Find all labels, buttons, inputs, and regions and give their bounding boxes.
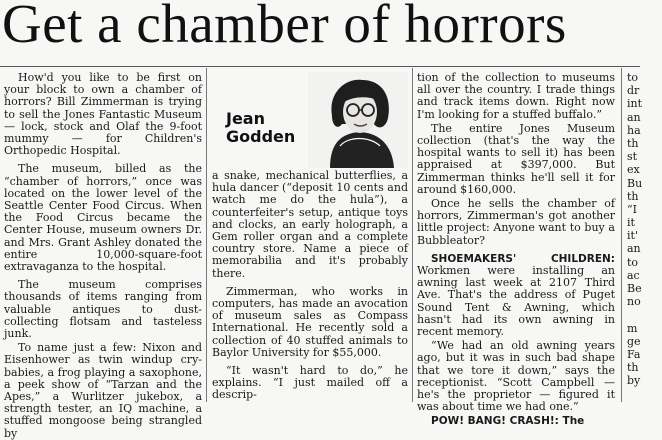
col4-fragment: it <box>627 216 635 230</box>
col4-fragment: ac <box>627 268 640 282</box>
col4-fragment: by <box>627 374 641 388</box>
col2-paragraph: “It wasn't hard to do,” he explains. “I just mailed off a descrip- <box>212 364 408 402</box>
col4-fragment: an <box>627 110 641 124</box>
col3-paragraph: tion of the collection to museums all over the country. I trade things and track items down. Right now I'm looking for a stuffed buffalo.” <box>417 71 615 121</box>
col2-paragraph: a snake, mechanical butterflies, a hula dancer (“deposit 10 cents and watch me do the hula”), a counterfeiter's setup, antique toys and clocks, an early holograph, a Gem roller organ and a complete country store. Name a piece of memorabilia and it's probably there. <box>212 169 408 280</box>
col4-fragment: th <box>627 136 639 150</box>
col4-fragment <box>627 309 640 322</box>
col4-fragment: ha <box>627 123 641 137</box>
col4-fragment: st <box>627 150 638 164</box>
column-divider <box>412 68 413 402</box>
col4-fragment: ex <box>627 163 640 177</box>
section-subhead: SHOEMAKERS' CHILDREN: <box>431 252 615 265</box>
col4-fragment: int <box>627 97 643 111</box>
col4-fragment: “I <box>627 202 637 216</box>
column-1 <box>4 71 202 440</box>
column-2 <box>212 170 408 402</box>
col4-fragment: no <box>627 295 641 309</box>
byline-box <box>212 72 408 168</box>
col4-fragment: ge <box>627 334 641 348</box>
column-4-fragments <box>627 71 643 402</box>
col4-fragment: th <box>627 189 639 203</box>
columnist-portrait-icon <box>308 72 408 168</box>
col1-paragraph: How'd you like to be first on your block to own a chamber of horrors? Bill Zimmerman is trying to sell the Jones Fantastic Museum — lock, stock and Olaf the 9-foot mummy — for Children's Orthopedic Hospital. <box>4 71 202 158</box>
col3-paragraph: “We had an old awning years ago, but it was in such bad shape that we tore it down,” says the receptionist. “Scott Campbell — he's the proprietor — figured it was about time we had one.” <box>417 339 615 414</box>
col3-section-paragraph <box>417 253 615 338</box>
col4-fragment: dr <box>627 84 640 98</box>
byline-last-name: Godden <box>226 127 296 146</box>
col3-paragraph: Once he sells the chamber of horrors, Zimmerman's got another little project: Anyone want to buy a Bubbleator? <box>417 197 615 247</box>
column-divider <box>206 68 207 402</box>
headline: Get a chamber of horrors <box>2 0 567 54</box>
column-divider <box>621 68 622 402</box>
col4-fragment: it' <box>627 229 638 243</box>
col3-next-subhead: POW! BANG! CRASH!: The <box>431 415 585 428</box>
col2-paragraph: Zimmerman, who works in computers, has made an avocation of museum sales as Compass International. He recently sold a collection of 40 stuffed animals to Baylor University for $55,000. <box>212 284 408 359</box>
byline-name <box>226 110 295 146</box>
col4-fragment: Bu <box>627 176 643 190</box>
byline-first-name: Jean <box>226 109 265 128</box>
col4-fragment: m <box>627 321 638 335</box>
col1-paragraph: To name just a few: Nixon and Eisenhower as twin windup cry-babies, a frog playing a saxophone, a peek show of “Tarzan and the Apes,” a Wurlitzer jukebox, a strength tester, an IQ machine, a stuffed mongoose being strangled by <box>4 341 202 440</box>
col4-fragment: Be <box>627 282 642 295</box>
col4-fragment: th <box>627 361 639 375</box>
section-body: Workmen were installing an awning last week at 2107 Third Ave. That's the address of Puget Sound Tent & Awning, which hasn't had its own awning in recent memory. <box>417 264 615 339</box>
col4-fragment: to <box>627 255 639 269</box>
headline-rule <box>0 66 640 67</box>
col4-fragment: an <box>627 242 641 256</box>
col1-paragraph: The museum comprises thousands of items ranging from valuable antiques to dust-collecting flotsam and tasteless junk. <box>4 278 202 341</box>
col4-fragment: to <box>627 71 639 84</box>
col1-paragraph: The museum, billed as the “chamber of horrors,” once was located on the lower level of the Seattle Center Food Circus. When the Food Circus became the Center House, museum owners Dr. and Mrs. Grant Ashley donated the entire 10,000-square-foot extravaganza to the hospital. <box>4 162 202 274</box>
column-3 <box>417 71 615 428</box>
col3-paragraph: The entire Jones Museum collection (that's the way the hospital wants to sell it) has been appraised at $397,000. But Zimmerman thinks he'll sell it for around $160,000. <box>417 121 615 196</box>
col4-fragment: Fa <box>627 347 641 361</box>
